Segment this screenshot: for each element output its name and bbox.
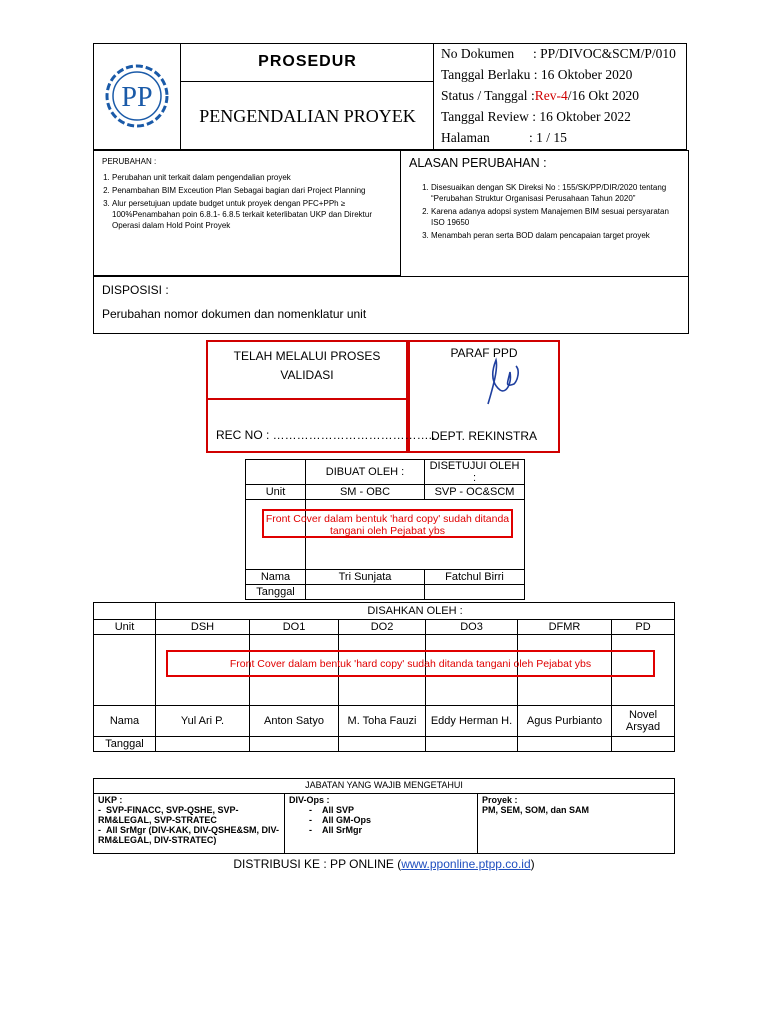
validation-header [206,340,408,400]
table-header: DSH [156,620,250,635]
alasan-section [401,150,689,276]
proyek-text: PM, SEM, SOM, dan SAM [482,805,590,815]
distribution-table [93,778,675,854]
disposisi-section [93,276,689,334]
divops-cell [285,794,478,854]
meta-value: : 16 Oktober 2022 [532,109,631,124]
hardcopy-note: Front Cover dalam bentuk 'hard copy' sudah ditanda tangani oleh Pejabat ybs [262,509,513,538]
meta-label: Tanggal Review [441,109,529,124]
ukp-title: UKP : [98,795,123,805]
table-cell: Novel Arsyad [612,706,675,737]
doc-type-title: PROSEDUR [181,43,434,82]
logo-text: PP [121,82,153,113]
table-cell: Yul Ari P. [156,706,250,737]
logo-cell [93,43,181,150]
validation-line: TELAH MELALUI PROSES [233,349,381,363]
table-cell: SVP - OC&SCM [425,485,525,500]
row-label: Tanggal [246,585,306,600]
paraf-signature-icon [470,354,530,414]
disposisi-title: DISPOSISI : [102,283,169,297]
revision-badge: Rev-4 [534,88,568,103]
validation-line: VALIDASI [280,368,334,382]
meta-value: : [530,88,535,103]
table-cell: M. Toha Fauzi [339,706,426,737]
distribution-footer [0,857,768,871]
dept-label: DEPT. REKINSTRA [430,429,538,443]
list-item: 1. Disesuaikan dengan SK Direksi No : 155/SK/PP/DIR/2020 tentang “Perubahan Struktur Organisasi Perusahaan Tahun 2020” [431,182,681,204]
list-item: - All SVP [309,805,355,815]
meta-row [441,64,687,85]
table-header: PD [612,620,675,635]
doc-meta [441,43,687,148]
table-cell: Eddy Herman H. [426,706,518,737]
table-cell: Anton Satyo [250,706,339,737]
meta-label: No Dokumen [441,46,515,61]
row-label: Tanggal [94,737,156,752]
table-cell: Agus Purbianto [518,706,612,737]
table-header: DISETUJUI OLEH : [425,460,525,485]
proyek-title: Proyek : [482,795,518,805]
table-cell: Fatchul Birri [425,570,525,585]
row-label: Nama [94,706,156,737]
row-label: Unit [246,485,306,500]
alasan-title: ALASAN PERUBAHAN : [409,156,547,170]
meta-value: : 16 Oktober 2020 [533,67,633,82]
table-header: DO3 [426,620,518,635]
pponline-link[interactable]: www.pponline.ptpp.co.id [401,857,531,871]
footer-text: DISTRIBUSI KE : PP ONLINE ( [233,857,402,871]
ratification-table [93,602,675,752]
doc-title: PENGENDALIAN PROYEK [199,105,416,126]
list-item: - All SrMgr (DIV-KAK, DIV-QSHE&SM, DIV-RM&LEGAL, DIV-STRATEC) [98,825,280,845]
alasan-list [409,182,681,241]
list-item: 3. Alur persetujuan update budget untuk proyek dengan PFC+PPh ≥ 100%Penambahan poin 6.8.1- 6.8.5 terkait keterlibatan UKP dan Direktur Operasi dalam Hold Point Proyek [112,198,392,231]
meta-row [441,106,687,127]
list-item: 3. Menambah peran serta BOD dalam pencapaian target proyek [431,230,681,241]
rec-no: REC NO : ………………………………….. [216,428,436,442]
distribution-title: JABATAN YANG WAJIB MENGETAHUI [94,779,675,794]
meta-label: Halaman [441,130,490,145]
list-item: - SVP-FINACC, SVP-QSHE, SVP-RM&LEGAL, SVP-STRATEC [98,805,239,825]
row-label: Unit [94,620,156,635]
meta-value: : 1 / 15 [529,130,567,145]
perubahan-list [102,172,392,231]
table-header: DIBUAT OLEH : [306,460,425,485]
meta-row [441,85,687,106]
list-item: 2. Penambahan BIM Exceution Plan Sebagai bagian dari Project Planning [112,185,392,196]
list-item: 1. Perubahan unit terkait dalam pengendalian proyek [112,172,392,183]
list-item: - All GM-Ops [309,815,371,825]
table-cell: Tri Sunjata [306,570,425,585]
perubahan-title: PERUBAHAN : [102,157,157,166]
table-header: DISAHKAN OLEH : [156,603,675,620]
table-cell: SM - OBC [306,485,425,500]
meta-label: Status / Tanggal [441,88,528,103]
table-header: DO2 [339,620,426,635]
disposisi-text: Perubahan nomor dokumen dan nomenklatur unit [102,307,367,321]
meta-label: Tanggal Berlaku [441,67,531,82]
meta-row [441,127,687,148]
paraf-label: PARAF PPD [450,346,518,360]
ukp-cell [94,794,285,854]
divops-title: DIV-Ops : [289,795,330,805]
row-label: Nama [246,570,306,585]
pp-logo-icon [93,43,181,150]
perubahan-section [93,150,401,276]
meta-value: : PP/DIVOC&SCM/P/010 [533,46,676,61]
hardcopy-note: Front Cover dalam bentuk 'hard copy' sudah ditanda tangani oleh Pejabat ybs [166,650,655,677]
list-item: - All SrMgr [309,825,363,835]
list-item: 2. Karena adanya adopsi system Manajemen BIM sesuai persyaratan ISO 19650 [431,206,681,228]
proyek-cell [478,794,675,854]
meta-row [441,43,687,64]
table-header: DFMR [518,620,612,635]
meta-value: /16 Okt 2020 [567,88,639,103]
footer-text: ) [530,857,535,871]
table-header: DO1 [250,620,339,635]
